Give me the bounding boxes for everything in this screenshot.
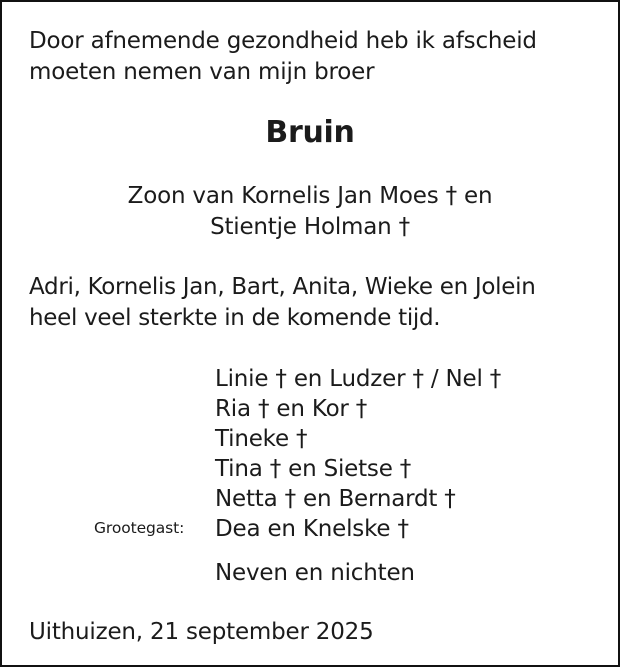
parents-line: Zoon van Kornelis Jan Moes † en [127,183,493,209]
family-list [215,364,501,544]
family-member: Netta † en Bernardt † [215,486,456,512]
family-member: Linie † en Ludzer † / Nel † [215,366,502,392]
family-place-label: Grootegast: [94,519,185,537]
intro-line: moeten nemen van mijn broer [29,59,375,85]
wishes-text [29,272,535,334]
dateline: Uithuizen, 21 september 2025 [29,619,374,645]
parents-text [2,181,618,243]
parents-line: Stientje Holman † [210,214,410,240]
cousins-text: Neven en nichten [215,560,415,586]
family-member: Tina † en Sietse † [215,456,412,482]
wishes-line: Adri, Kornelis Jan, Bart, Anita, Wieke en Jolein [29,274,536,300]
deceased-name: Bruin [265,115,355,150]
family-member: Tineke † [215,426,308,452]
intro-text [29,26,537,88]
intro-line: Door afnemende gezondheid heb ik afscheid [29,28,537,54]
wishes-line: heel veel sterkte in de komende tijd. [29,305,441,331]
family-member: Dea en Knelske † [215,516,409,542]
family-member: Ria † en Kor † [215,396,368,422]
